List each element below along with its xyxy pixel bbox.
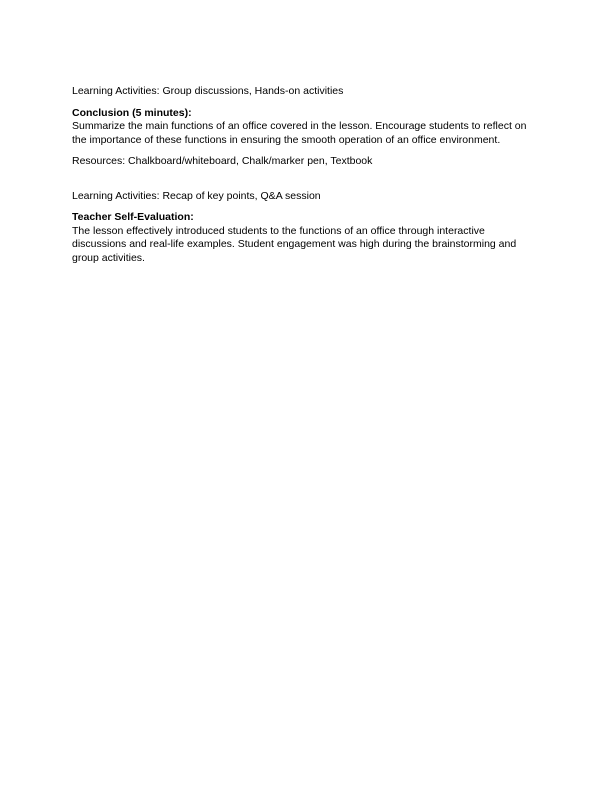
learning-activities-recap-text: Learning Activities: Recap of key points, Q&A session [72, 189, 321, 202]
conclusion-body: Summarize the main functions of an office covered in the lesson. Encourage students to reflect on the importance of these functions in ensuring the smooth operation of an office environment. [72, 120, 527, 146]
teacher-self-evaluation-heading: Teacher Self-Evaluation: [72, 211, 194, 223]
document-page [72, 85, 542, 265]
conclusion-heading: Conclusion (5 minutes): [72, 106, 192, 119]
teacher-self-evaluation-body: The lesson effectively introduced students to the functions of an office through interactive discussions and real-life examples. Student engagement was high during the brainstorming and group activities. [72, 224, 517, 264]
resources-text: Resources: Chalkboard/whiteboard, Chalk/marker pen, Textbook [72, 155, 373, 167]
learning-activities-text: Learning Activities: Group discussions, Hands-on activities [72, 85, 344, 97]
